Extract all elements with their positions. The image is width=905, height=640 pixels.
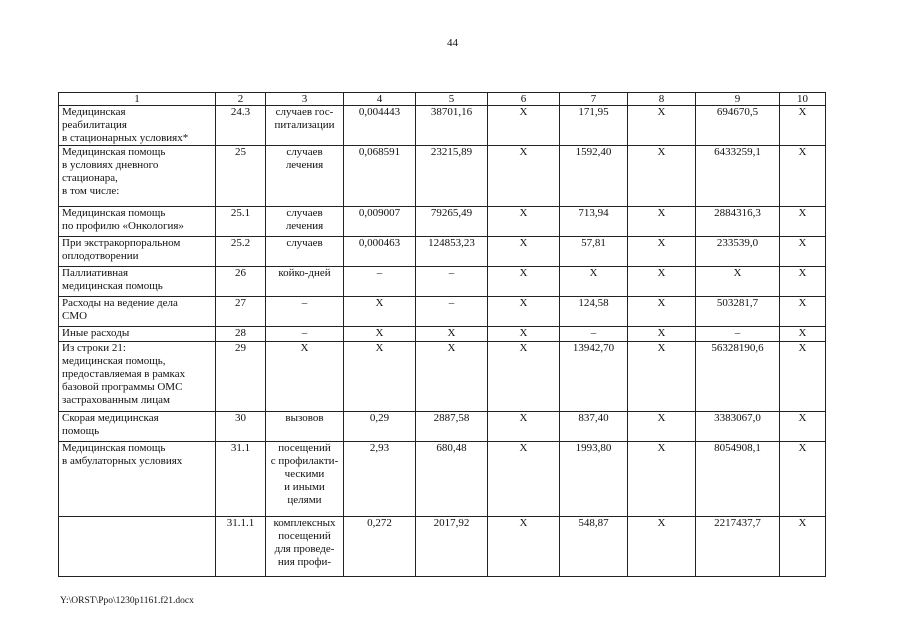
- row-label-cell: Из строки 21: медицинская помощь, предоставляемая в рамках базовой программы ОМС застрахованным лицам: [59, 342, 216, 412]
- table-cell: 27: [216, 297, 266, 327]
- table-cell: Х: [488, 412, 560, 442]
- table-cell: Х: [628, 237, 696, 267]
- table-cell: Х: [696, 267, 780, 297]
- table-cell: 79265,49: [416, 207, 488, 237]
- table-cell: –: [416, 297, 488, 327]
- table-cell: Х: [628, 342, 696, 412]
- table-cell: Х: [780, 442, 826, 517]
- table-cell: 26: [216, 267, 266, 297]
- table-cell: 680,48: [416, 442, 488, 517]
- table-cell: 3383067,0: [696, 412, 780, 442]
- table-row: [59, 297, 826, 327]
- table-cell: случаев гос- питализации: [266, 106, 344, 146]
- table-cell: –: [344, 267, 416, 297]
- table-row: [59, 517, 826, 577]
- table-cell: 0,004443: [344, 106, 416, 146]
- data-table: [58, 92, 826, 577]
- table-cell: 25: [216, 146, 266, 207]
- row-label-cell: Скорая медицинская помощь: [59, 412, 216, 442]
- table-cell: –: [696, 327, 780, 342]
- table-cell: Х: [780, 106, 826, 146]
- table-cell: Х: [628, 207, 696, 237]
- table-cell: –: [266, 327, 344, 342]
- footer-path: Y:\ORST\Ppo\1230p1161.f21.docx: [60, 596, 194, 606]
- table-cell: Х: [416, 342, 488, 412]
- table-cell: Х: [780, 342, 826, 412]
- table-cell: Х: [488, 327, 560, 342]
- table-cell: 1993,80: [560, 442, 628, 517]
- table-cell: Х: [780, 146, 826, 207]
- table-cell: Х: [488, 237, 560, 267]
- column-header: 3: [266, 93, 344, 106]
- table-cell: Х: [560, 267, 628, 297]
- row-label-cell: [59, 517, 216, 577]
- table-cell: вызовов: [266, 412, 344, 442]
- table-cell: Х: [628, 442, 696, 517]
- table-row: [59, 342, 826, 412]
- table-cell: –: [560, 327, 628, 342]
- table-cell: 25.1: [216, 207, 266, 237]
- table-cell: –: [416, 267, 488, 297]
- table-cell: Х: [780, 327, 826, 342]
- column-header: 7: [560, 93, 628, 106]
- row-label-cell: При экстракорпоральном оплодотворении: [59, 237, 216, 267]
- row-label-cell: Паллиативная медицинская помощь: [59, 267, 216, 297]
- table-cell: 171,95: [560, 106, 628, 146]
- table-cell: 13942,70: [560, 342, 628, 412]
- table-cell: Х: [780, 412, 826, 442]
- table-row: [59, 412, 826, 442]
- table-cell: 1592,40: [560, 146, 628, 207]
- row-label-cell: Медицинская реабилитация в стационарных условиях*: [59, 106, 216, 146]
- table-cell: 713,94: [560, 207, 628, 237]
- table-cell: Х: [344, 327, 416, 342]
- table-cell: 124853,23: [416, 237, 488, 267]
- table-cell: койко-дней: [266, 267, 344, 297]
- table-cell: 30: [216, 412, 266, 442]
- table-cell: Х: [344, 297, 416, 327]
- table-row: [59, 106, 826, 146]
- table-cell: Х: [488, 517, 560, 577]
- table-cell: 57,81: [560, 237, 628, 267]
- table-cell: Х: [488, 342, 560, 412]
- table-cell: 2017,92: [416, 517, 488, 577]
- table-row: [59, 207, 826, 237]
- page-number: 44: [447, 37, 458, 49]
- table-row: [59, 267, 826, 297]
- table-cell: 0,000463: [344, 237, 416, 267]
- table-cell: Х: [780, 517, 826, 577]
- table-cell: случаев: [266, 237, 344, 267]
- table-cell: Х: [488, 207, 560, 237]
- table-cell: Х: [628, 297, 696, 327]
- table-cell: Х: [344, 342, 416, 412]
- row-label-cell: Иные расходы: [59, 327, 216, 342]
- table-cell: Х: [488, 442, 560, 517]
- table-cell: комплексных посещений для проведе- ния профи-: [266, 517, 344, 577]
- table-cell: 2217437,7: [696, 517, 780, 577]
- table-cell: Х: [628, 327, 696, 342]
- column-header: 10: [780, 93, 826, 106]
- table-row: [59, 442, 826, 517]
- table-cell: случаев лечения: [266, 207, 344, 237]
- table-cell: 837,40: [560, 412, 628, 442]
- table-cell: Х: [780, 297, 826, 327]
- table-cell: Х: [628, 106, 696, 146]
- table-cell: Х: [416, 327, 488, 342]
- table-cell: 0,009007: [344, 207, 416, 237]
- row-label-cell: Медицинская помощь в условиях дневного стационара, в том числе:: [59, 146, 216, 207]
- table-cell: 694670,5: [696, 106, 780, 146]
- table-cell: случаев лечения: [266, 146, 344, 207]
- table-header-row: [59, 93, 826, 106]
- table-cell: 233539,0: [696, 237, 780, 267]
- table-cell: 8054908,1: [696, 442, 780, 517]
- table-cell: Х: [780, 267, 826, 297]
- column-header: 2: [216, 93, 266, 106]
- row-label-cell: Расходы на ведение дела СМО: [59, 297, 216, 327]
- table-row: [59, 237, 826, 267]
- table-row: [59, 327, 826, 342]
- table-cell: 548,87: [560, 517, 628, 577]
- table-cell: 124,58: [560, 297, 628, 327]
- table-cell: Х: [488, 297, 560, 327]
- table-cell: 24.3: [216, 106, 266, 146]
- column-header: 1: [59, 93, 216, 106]
- table-cell: 25.2: [216, 237, 266, 267]
- table-cell: Х: [488, 106, 560, 146]
- table-cell: 23215,89: [416, 146, 488, 207]
- table-row: [59, 146, 826, 207]
- table-cell: Х: [628, 146, 696, 207]
- table-cell: 503281,7: [696, 297, 780, 327]
- table-cell: 2,93: [344, 442, 416, 517]
- table-cell: 31.1.1: [216, 517, 266, 577]
- table-cell: Х: [628, 267, 696, 297]
- table-cell: –: [266, 297, 344, 327]
- column-header: 4: [344, 93, 416, 106]
- table-cell: 2887,58: [416, 412, 488, 442]
- table-cell: Х: [780, 237, 826, 267]
- table-cell: Х: [266, 342, 344, 412]
- table-cell: Х: [628, 412, 696, 442]
- table-cell: 0,068591: [344, 146, 416, 207]
- table-cell: 56328190,6: [696, 342, 780, 412]
- row-label-cell: Медицинская помощь в амбулаторных условиях: [59, 442, 216, 517]
- table-cell: 6433259,1: [696, 146, 780, 207]
- table-cell: 38701,16: [416, 106, 488, 146]
- table-cell: 31.1: [216, 442, 266, 517]
- table-cell: 0,29: [344, 412, 416, 442]
- column-header: 5: [416, 93, 488, 106]
- column-header: 6: [488, 93, 560, 106]
- table-cell: Х: [628, 517, 696, 577]
- table-cell: 29: [216, 342, 266, 412]
- table-cell: Х: [488, 146, 560, 207]
- table-cell: Х: [780, 207, 826, 237]
- column-header: 9: [696, 93, 780, 106]
- row-label-cell: Медицинская помощь по профилю «Онкология»: [59, 207, 216, 237]
- table-cell: 28: [216, 327, 266, 342]
- table-cell: 2884316,3: [696, 207, 780, 237]
- column-header: 8: [628, 93, 696, 106]
- table-cell: Х: [488, 267, 560, 297]
- table-cell: 0,272: [344, 517, 416, 577]
- table-cell: посещений с профилакти- ческими и иными целями: [266, 442, 344, 517]
